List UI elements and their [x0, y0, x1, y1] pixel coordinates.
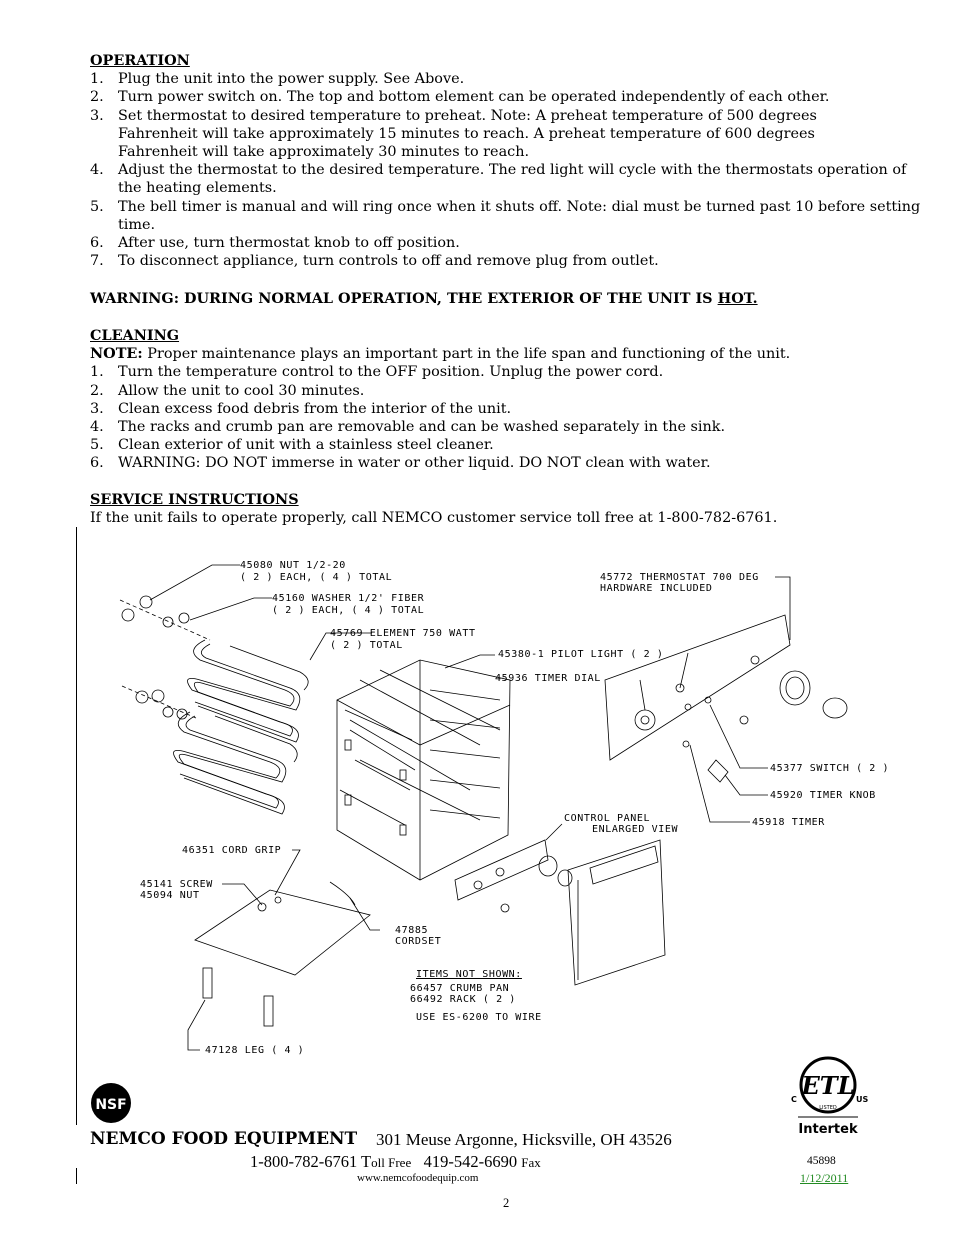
website-link[interactable]: www.nemcofoodequip.com	[357, 1172, 479, 1184]
step-text: Plug the unit into the power supply. See Above.	[118, 71, 465, 88]
nsf-logo	[90, 1082, 132, 1124]
label-element: 45769 ELEMENT 750 WATT	[330, 628, 476, 639]
cleaning-steps	[90, 363, 930, 472]
label-switch: 45377 SWITCH ( 2 )	[770, 763, 890, 774]
service-text: If the unit fails to operate properly, call NEMCO customer service toll free at 1-800-782-6761.	[90, 510, 778, 527]
step-text: After use, turn thermostat knob to off position.	[118, 235, 460, 252]
operation-section	[90, 52, 930, 270]
cleaning-title: CLEANING	[90, 327, 180, 344]
fax-number: 419-542-6690	[423, 1152, 518, 1171]
list-item	[90, 252, 930, 270]
company-address: 301 Meuse Argonne, Hicksville, OH 43526	[376, 1130, 672, 1149]
label-timer-knob: 45920 TIMER KNOB	[770, 790, 876, 801]
step-text: Set thermostat to desired temperature to preheat. Note: A preheat temperature of 500 degrees Fahrenheit will take approximately 15 minutes to reach. A preheat temperature of 600 degrees Fahrenheit will take approximately 30 minutes to reach.	[118, 107, 817, 161]
cleaning-note	[90, 345, 930, 363]
warning-text: WARNING: DURING NORMAL OPERATION, THE EXTERIOR OF THE UNIT IS	[90, 290, 718, 307]
etl-mark: ETL	[801, 1071, 855, 1100]
label-timer-dial: 45936 TIMER DIAL	[495, 673, 601, 684]
label-thermostat: 45772 THERMOSTAT 700 DEG	[600, 572, 759, 583]
label-nut-45094: 45094 NUT	[140, 890, 200, 901]
oven-door	[568, 840, 665, 985]
step-number: 3.	[90, 400, 104, 417]
label-washer: 45160 WASHER 1/2' FIBER	[272, 593, 425, 604]
document-number: 45898	[807, 1155, 836, 1167]
step-number: 3.	[90, 107, 104, 124]
etl-intertek-logo	[788, 1055, 868, 1140]
warning-line	[90, 290, 930, 308]
contact-phones	[250, 1152, 541, 1172]
label-pilot-light: 45380-1 PILOT LIGHT ( 2 )	[498, 649, 664, 660]
step-text: Allow the unit to cool 30 minutes.	[118, 382, 365, 399]
list-item	[90, 363, 930, 381]
service-section	[90, 491, 930, 527]
step-text: Clean excess food debris from the interior of the unit.	[118, 400, 512, 417]
step-text: Turn the temperature control to the OFF position. Unplug the power cord.	[118, 364, 664, 381]
list-item	[90, 161, 930, 197]
list-item	[90, 70, 930, 88]
toll-free-label: oll Free	[371, 1155, 412, 1170]
revision-date: 1/12/2011	[800, 1171, 849, 1185]
list-item	[90, 418, 930, 436]
step-number: 1.	[90, 364, 104, 381]
step-number: 7.	[90, 253, 104, 270]
label-crumb-pan: 66457 CRUMB PAN	[410, 983, 510, 994]
label-cord-grip: 46351 CORD GRIP	[182, 845, 282, 856]
step-number: 5.	[90, 437, 104, 454]
margin-line	[76, 527, 77, 1125]
label-washer-qty: ( 2 ) EACH, ( 4 ) TOTAL	[272, 605, 425, 616]
step-number: 5.	[90, 198, 104, 215]
step-number: 1.	[90, 71, 104, 88]
page-number: 2	[503, 1196, 510, 1210]
label-control-panel: CONTROL PANEL	[564, 813, 651, 824]
step-text: The bell timer is manual and will ring once when it shuts off. Note: dial must be turned past 10 before setting time.	[118, 198, 921, 233]
label-enlarged-view: ENLARGED VIEW	[592, 824, 679, 835]
control-panel	[605, 615, 847, 782]
list-item	[90, 107, 930, 162]
label-rack: 66492 RACK ( 2 )	[410, 994, 516, 1005]
cleaning-section	[90, 327, 930, 473]
warning-emphasis: HOT.	[717, 290, 758, 307]
label-timer: 45918 TIMER	[752, 817, 825, 828]
label-screw: 45141 SCREW	[140, 879, 213, 890]
label-cordset: CORDSET	[395, 936, 442, 947]
label-items-not-shown: ITEMS NOT SHOWN:	[416, 969, 522, 980]
step-text: The racks and crumb pan are removable and can be washed separately in the sink.	[118, 419, 726, 436]
note-text: Proper maintenance plays an important part in the life span and functioning of the unit.	[142, 346, 791, 363]
list-item	[90, 234, 930, 252]
step-number: 2.	[90, 382, 104, 399]
step-text: WARNING: DO NOT immerse in water or other liquid. DO NOT clean with water.	[118, 455, 711, 472]
diagram-labels	[140, 560, 889, 1056]
label-thermostat-hardware: HARDWARE INCLUDED	[600, 583, 713, 594]
label-cordset-number: 47885	[395, 925, 429, 936]
label-nut-qty: ( 2 ) EACH, ( 4 ) TOTAL	[240, 572, 393, 583]
margin-line	[76, 1168, 77, 1184]
list-item	[90, 436, 930, 454]
control-panel-enlarged	[455, 840, 572, 912]
etl-c-mark: C	[791, 1095, 797, 1104]
company-name: NEMCO FOOD EQUIPMENT	[90, 1129, 358, 1149]
exploded-parts-diagram	[100, 552, 930, 1067]
step-number: 6.	[90, 455, 104, 472]
service-title: SERVICE INSTRUCTIONS	[90, 491, 299, 508]
nsf-logo-text: NSF	[95, 1097, 127, 1113]
step-number: 6.	[90, 235, 104, 252]
etl-us-mark: US	[856, 1095, 868, 1104]
toll-free-phone: 1-800-782-6761 T	[250, 1152, 372, 1171]
operation-title: OPERATION	[90, 52, 190, 69]
heating-element-upper	[188, 640, 309, 742]
etl-listed-mark: LISTED	[819, 1105, 837, 1111]
label-wiring: USE ES-6200 TO WIRE	[416, 1012, 542, 1023]
base-plate	[195, 882, 370, 975]
operation-steps	[90, 70, 930, 270]
intertek-wordmark: Intertek	[798, 1122, 858, 1137]
heating-element-lower	[174, 712, 298, 814]
step-text: To disconnect appliance, turn controls to off and remove plug from outlet.	[118, 253, 659, 270]
label-nut: 45080 NUT 1/2-20	[240, 560, 346, 571]
list-item	[90, 198, 930, 234]
list-item	[90, 400, 930, 418]
step-text: Clean exterior of unit with a stainless steel cleaner.	[118, 437, 494, 454]
step-number: 2.	[90, 89, 104, 106]
step-text: Adjust the thermostat to the desired temperature. The red light will cycle with the thermostats operation of the heating elements.	[118, 162, 907, 197]
oven-cabinet	[337, 660, 510, 880]
label-leg: 47128 LEG ( 4 )	[205, 1045, 305, 1056]
step-number: 4.	[90, 419, 104, 436]
note-label: NOTE:	[90, 345, 143, 363]
list-item	[90, 454, 930, 472]
fax-label: Fax	[521, 1155, 541, 1170]
list-item	[90, 382, 930, 400]
step-number: 4.	[90, 162, 104, 179]
list-item	[90, 88, 930, 106]
legs	[203, 968, 273, 1026]
step-text: Turn power switch on. The top and bottom element can be operated independently of each other.	[118, 89, 830, 106]
label-element-qty: ( 2 ) TOTAL	[330, 640, 403, 651]
